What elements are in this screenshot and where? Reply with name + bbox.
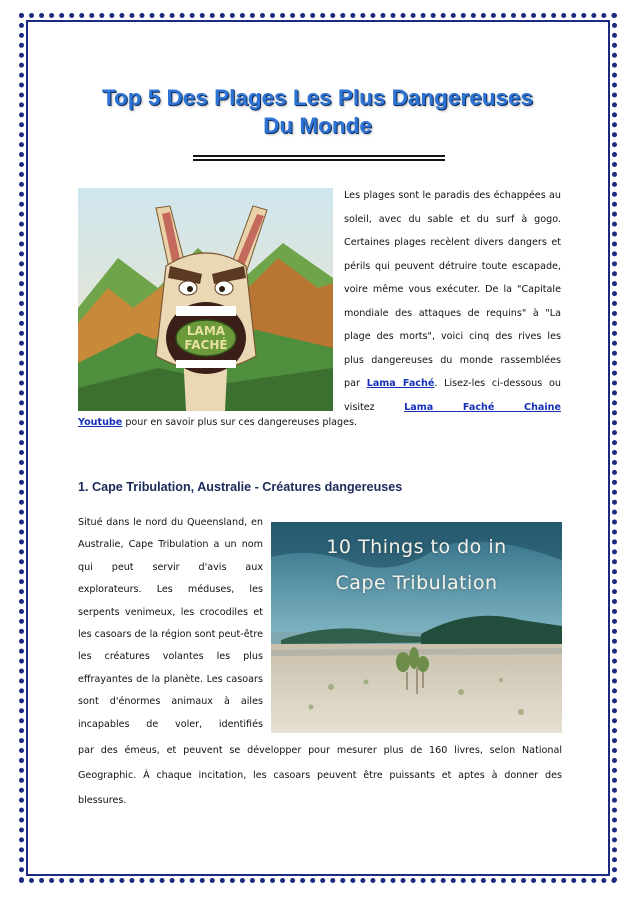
lama-fache-image bbox=[78, 188, 333, 411]
intro-paragraph bbox=[344, 184, 561, 419]
lama-fache-illustration bbox=[78, 188, 333, 411]
intro-text-middle: . Lisez-les ci-dessous ou visitez bbox=[344, 378, 561, 413]
lama-logo-line-2: FACHÉ bbox=[184, 338, 228, 352]
cape-tribulation-video-thumbnail[interactable] bbox=[271, 522, 562, 733]
youtube-link[interactable]: Youtube bbox=[78, 417, 123, 428]
page-title bbox=[40, 84, 595, 140]
lama-fache-link[interactable]: Lama Faché bbox=[366, 378, 435, 389]
section-paragraph-continued: par des émeus, et peuvent se développer pour mesurer plus de 160 livres, selon National Geographic. À chaque incitation, les casoars peuvent être puissants et aptes à donner des blessures. bbox=[78, 745, 562, 806]
intro-text-end: pour en savoir plus sur ces dangereuses plages. bbox=[122, 417, 358, 428]
title-line-2: Du Monde bbox=[263, 113, 372, 138]
video-title-line-1: 10 Things to do in bbox=[326, 536, 507, 558]
title-line-1: Top 5 Des Plages Les Plus Dangereuses bbox=[101, 85, 533, 110]
section-paragraph: Situé dans le nord du Queensland, en Australie, Cape Tribulation a un nom qui peut servir d'avis aux explorateurs. Les méduses, les serpents venimeux, les crocodiles et les casoars de la région sont peut-être les créatures volantes les plus effrayantes de la planète. Les casoars sont d'énormes animaux à ailes incapables de voler, identifiés bbox=[78, 517, 263, 730]
intro-paragraph-continued bbox=[78, 415, 568, 431]
title-divider bbox=[193, 155, 445, 157]
lama-logo-line-1: LAMA bbox=[186, 324, 226, 338]
video-title-line-2: Cape Tribulation bbox=[335, 572, 498, 594]
title-divider-second bbox=[193, 159, 445, 161]
lama-fache-chaine-link[interactable]: Lama Faché Chaine bbox=[404, 401, 561, 413]
intro-text-start: Les plages sont le paradis des échappées au soleil, avec du sable et du surf à gogo. Certaines plages recèlent divers dangers et périls qui peuvent détruire toute escapade, voire même vous exécuter. De la "Capitale mondiale des attaques de requins" à "La plage des morts", voici cinq des rives les plus dangereuses du monde rassemblées par bbox=[344, 190, 561, 389]
section-heading-cape-tribulation: 1. Cape Tribulation, Australie - Créatures dangereuses bbox=[78, 480, 403, 494]
